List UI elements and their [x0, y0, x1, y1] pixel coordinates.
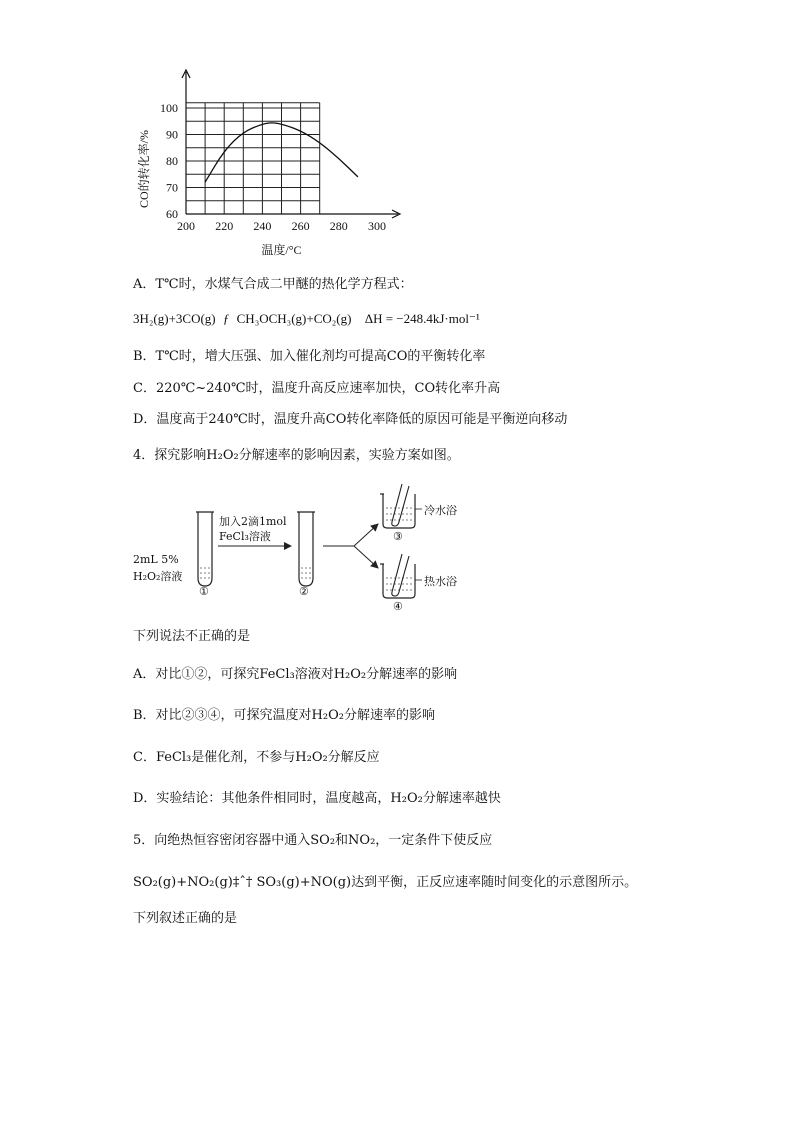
q5-reaction-line: SO₂(g)+NO₂(g)‡ˆ† SO₃(g)+NO(g)达到平衡，正反应速率随时间变化的示意图所示。 [133, 875, 638, 890]
q3-option-d: D．温度高于240℃时，温度升高CO转化率降低的原因可能是平衡逆向移动 [133, 412, 568, 427]
q5-stem: 5．向绝热恒容密闭容器中通入SO₂和NO₂，一定条件下使反应 [133, 833, 493, 848]
x-tick-label: 280 [329, 219, 348, 233]
q4-option-d: D．实验结论：其他条件相同时，温度越高，H₂O₂分解速率越快 [133, 791, 501, 806]
beaker-4-label: ④ [393, 600, 403, 613]
q4-stem: 4．探究影响H₂O₂分解速率的影响因素，实验方案如图。 [133, 448, 460, 463]
y-tick-label: 80 [166, 154, 178, 168]
q3-option-b: B．T℃时，增大压强、加入催化剂均可提高CO的平衡转化率 [133, 349, 486, 364]
q3-equation [133, 311, 480, 327]
test-tube-2 [297, 512, 315, 586]
arrow-to-cold [354, 524, 378, 546]
add-reagent-label-1: 加入2滴1mol [219, 515, 287, 528]
beaker-cold [380, 484, 422, 528]
tube-2-label: ② [299, 585, 309, 598]
x-tick-label: 220 [215, 219, 234, 233]
q4-option-b: B．对比②③④，可探究温度对H₂O₂分解速率的影响 [133, 708, 435, 723]
y-tick-label: 60 [166, 207, 178, 221]
q5-prompt: 下列叙述正确的是 [133, 911, 238, 926]
q4-option-c: C．FeCl₃是催化剂，不参与H₂O₂分解反应 [133, 750, 380, 765]
add-reagent-label-2: FeCl₃溶液 [219, 530, 271, 543]
cold-bath-label: 冷水浴 [424, 504, 457, 517]
y-tick-label: 100 [160, 101, 178, 115]
q4-option-a: A．对比①②，可探究FeCl₃溶液对H₂O₂分解速率的影响 [133, 667, 458, 682]
equation-rhs: CH₃OCH₃(g)+CO₂(g) [236, 311, 352, 326]
q4-prompt: 下列说法不正确的是 [133, 629, 251, 644]
x-tick-label: 200 [177, 219, 195, 233]
y-tick-label: 90 [166, 127, 178, 142]
equilibrium-arrow: ƒ [222, 311, 230, 326]
x-tick-label: 260 [291, 219, 310, 233]
hot-bath-label: 热水浴 [424, 575, 457, 588]
q4-experiment-diagram [128, 480, 498, 615]
beaker-hot [380, 554, 422, 598]
y-axis-label: CO的转化率/% [137, 129, 151, 209]
test-tube-1 [196, 512, 214, 586]
y-tick-label: 70 [166, 180, 178, 195]
arrow-to-hot [354, 546, 378, 568]
initial-solution-label-1: 2mL 5% [133, 553, 179, 566]
co-conversion-chart [120, 62, 410, 262]
initial-solution-label-2: H₂O₂溶液 [133, 570, 183, 583]
x-tick-label: 300 [368, 219, 386, 233]
x-tick-label: 240 [253, 219, 272, 233]
x-axis-label: 温度/°C [261, 243, 302, 257]
tube-1-label: ① [199, 585, 209, 598]
q3-option-c: C．220℃~240℃时，温度升高反应速率加快，CO转化率升高 [133, 381, 501, 396]
q3-option-a: A．T℃时，水煤气合成二甲醚的热化学方程式： [133, 277, 413, 292]
beaker-3-label: ③ [393, 530, 403, 543]
enthalpy-change: ΔH = −248.4kJ·mol⁻¹ [364, 311, 480, 326]
equation-lhs: 3H₂(g)+3CO(g) [133, 311, 216, 326]
